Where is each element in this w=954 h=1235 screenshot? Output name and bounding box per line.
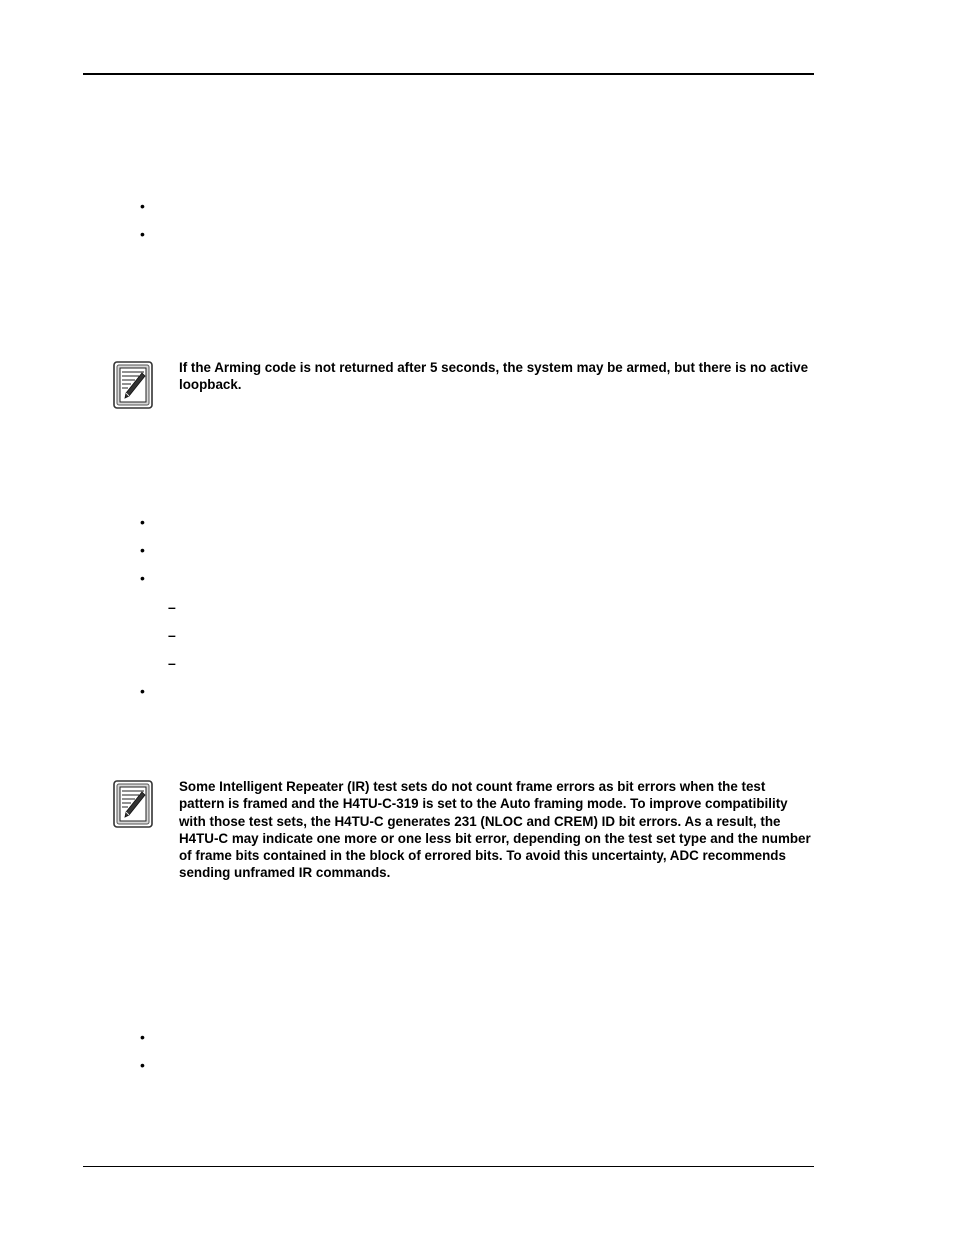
dash-marker: – [168, 655, 176, 671]
footer-rule [83, 1166, 814, 1167]
note-paragraph: If the Arming code is not returned after 5 seconds, the system may be armed, but there is no active loopback. [179, 360, 809, 393]
header-rule [83, 73, 814, 75]
bullet-marker: • [140, 570, 145, 586]
note-text [179, 778, 811, 882]
dash-marker: – [168, 599, 176, 615]
note-text [179, 359, 811, 394]
note-pencil-icon [113, 361, 153, 409]
bullet-marker: • [140, 1029, 145, 1045]
note-pencil-icon [113, 780, 153, 828]
bullet-marker: • [140, 198, 145, 214]
note-paragraph: Some Intelligent Repeater (IR) test sets do not count frame errors as bit errors when the test pattern is framed and the H4TU-C-319 is set to the Auto framing mode. To improve compatibility with those test sets, the H4TU-C generates 231 (NLOC and CREM) ID bit errors. As a result, the H4TU-C may indicate one more or one less bit error, depending on the test set type and the number of frame bits contained in the block of errored bits. To avoid this uncertainty, ADC recommends sending unframed IR commands. [179, 779, 811, 881]
dash-marker: – [168, 627, 176, 643]
bullet-marker: • [140, 1057, 145, 1073]
bullet-marker: • [140, 514, 145, 530]
bullet-marker: • [140, 683, 145, 699]
bullet-marker: • [140, 226, 145, 242]
bullet-marker: • [140, 542, 145, 558]
